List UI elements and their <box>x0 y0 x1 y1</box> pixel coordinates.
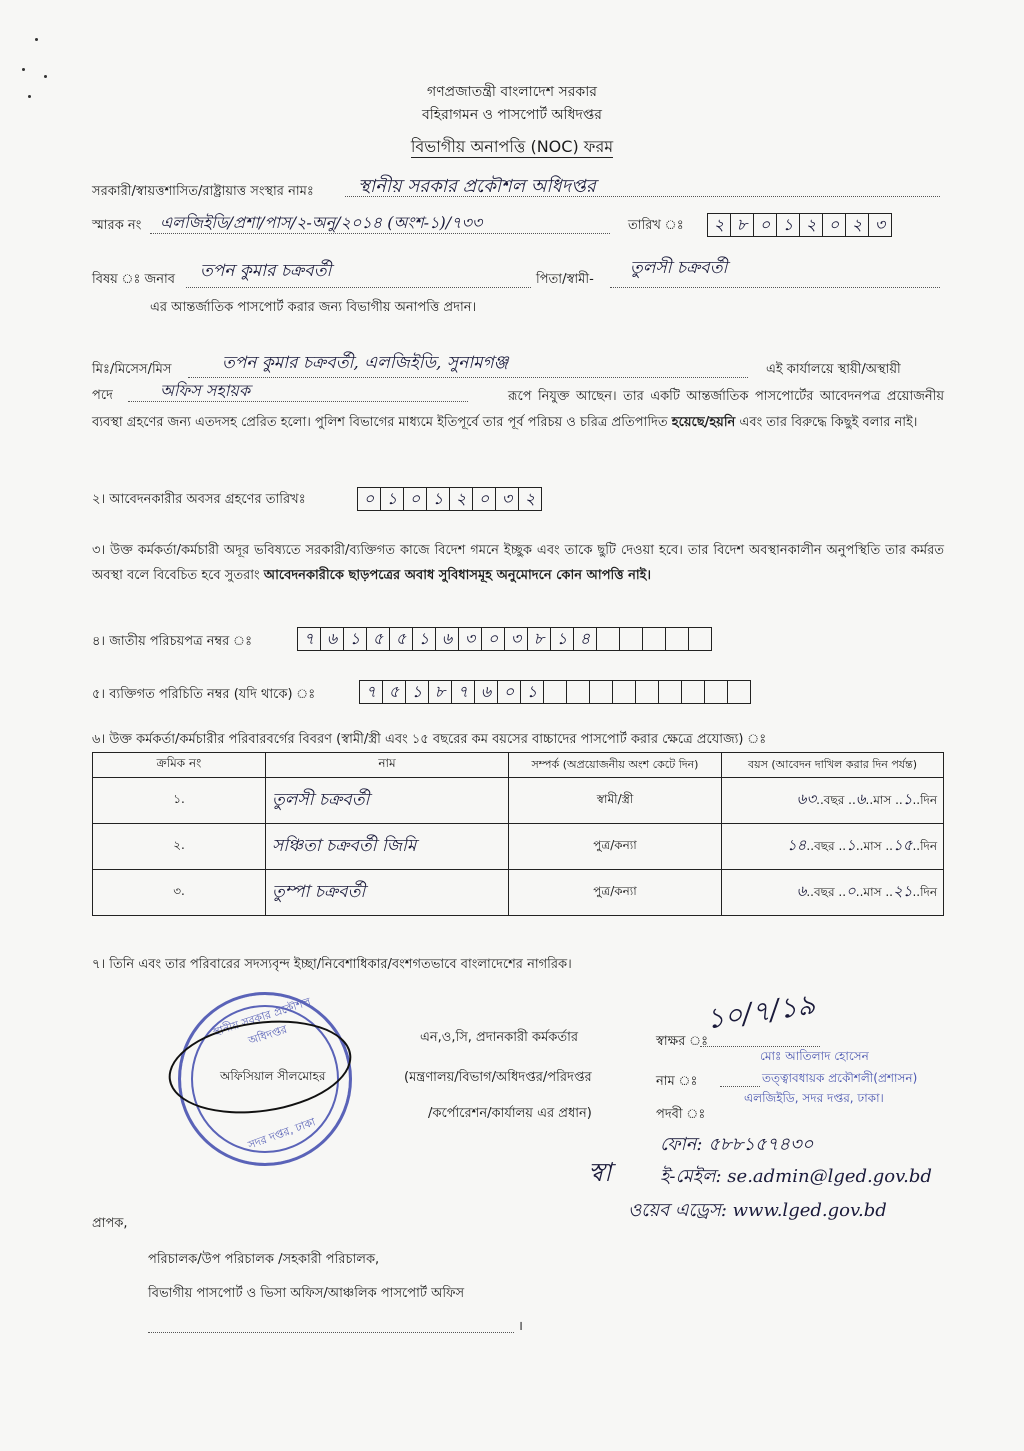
memo-value: এলজিইডি/প্রশা/পাস/২-অনু/২০১৪ (অংশ-১)/৭৩৩ <box>160 213 483 232</box>
date-digit: ২ <box>707 213 731 237</box>
digit-box: ৪ <box>573 627 597 651</box>
family-table-header <box>93 753 944 778</box>
digit-box <box>566 680 590 704</box>
item4-label: ৪। জাতীয় পরিচয়পত্র নম্বর ঃ <box>92 634 253 649</box>
month-label: মাস <box>863 839 882 853</box>
memo-label: স্মারক নং <box>92 218 142 233</box>
family-row <box>93 824 944 870</box>
row-relation: স্বামী/স্ত্রী <box>509 778 722 824</box>
date-digit: ০ <box>822 213 846 237</box>
digit-box <box>589 680 613 704</box>
day-label: দিন <box>920 793 937 807</box>
row-name: তুলসী চক্রবর্তী <box>266 778 509 824</box>
subject-name: তপন কুমার চক্রবর্তী <box>200 261 332 281</box>
issuer-line-3: /কর্পোরেশন/কার্যালয় এর প্রধান) <box>428 1106 592 1121</box>
issuer-line-2: (মন্ত্রণালয়/বিভাগ/অধিদপ্তর/পরিদপ্তর <box>404 1070 592 1085</box>
digit-box: ১ <box>520 680 544 704</box>
recipient-line-2: বিভাগীয় পাসপোর্ট ও ভিসা অফিস/আঞ্চলিক পাসপোর্ট অফিস <box>148 1286 465 1301</box>
digit-box: ৩ <box>458 627 482 651</box>
digit-box: ০ <box>357 487 381 511</box>
form-title: বিভাগীয় অনাপত্তি (NOC) ফরম <box>410 137 614 156</box>
col-name: নাম <box>266 753 509 778</box>
recipient-line-1: পরিচালক/উপ পরিচালক /সহকারী পরিচালক, <box>148 1252 380 1267</box>
digit-box: ৩ <box>495 487 519 511</box>
digit-box: ১ <box>426 487 450 511</box>
para1-suffix: এই কার্যালয়ে স্থায়ী/অস্থায়ী <box>766 362 901 377</box>
family-row <box>93 778 944 824</box>
nid-boxes <box>298 627 712 651</box>
digit-box <box>681 680 705 704</box>
header-line-1: গণপ্রজাতন্ত্রী বাংলাদেশ সরকার <box>427 84 597 100</box>
subject-line-2: এর আন্তর্জাতিক পাসপোর্ট করার জন্য বিভাগীয় অনাপত্তি প্রদান। <box>150 300 477 315</box>
contact-email: ই-মেইল: se.admin@lged.gov.bd <box>660 1166 932 1187</box>
month-label: মাস <box>863 885 882 899</box>
para1-bold: হয়েছে/হয়নি <box>671 415 736 430</box>
speck <box>22 68 25 71</box>
para1-person: তপন কুমার চক্রবর্তী, এলজিইডি, সুনামগঞ্জ <box>222 353 509 373</box>
speck <box>44 75 47 78</box>
digit-box: ৫ <box>382 680 406 704</box>
digit-box <box>688 627 712 651</box>
digit-box: ০ <box>472 487 496 511</box>
seal-ring-top: স্থানীয় সরকার প্রকৌশল অধিদপ্তর <box>211 995 313 1048</box>
memo-date-boxes <box>708 213 892 237</box>
date-digit: ০ <box>753 213 777 237</box>
digit-box <box>635 680 659 704</box>
digit-box: ০ <box>481 627 505 651</box>
age-years: ১৪ <box>786 836 807 854</box>
row-age: ৬..বছর ..০..মাস ..২১..দিন <box>722 870 944 916</box>
row-serial: ৩. <box>93 870 266 916</box>
year-label: বছর <box>823 793 845 807</box>
day-label: দিন <box>920 839 937 853</box>
para1-body <box>92 384 944 436</box>
age-months: ৬ <box>855 790 866 808</box>
age-days: ১ <box>902 790 913 808</box>
age-months: ০ <box>846 882 856 900</box>
row-age: ১৪..বছর ..১..মাস ..১৫..দিন <box>722 824 944 870</box>
para1-end: এবং তার বিরুদ্ধে কিছুই বলার নাই। <box>739 415 918 430</box>
name-label: নাম ঃ <box>656 1074 698 1089</box>
row-age: ৬৩..বছর ..৬..মাস ..১..দিন <box>722 778 944 824</box>
memo-date-label: তারিখ ঃ <box>628 218 684 233</box>
age-days: ২১ <box>892 882 913 900</box>
recipient-label: প্রাপক, <box>92 1216 128 1231</box>
para1-post-label: পদে <box>92 388 113 403</box>
digit-box: ১ <box>412 627 436 651</box>
date-digit: ৮ <box>730 213 754 237</box>
issuer-line-1: এন,ও,সি, প্রদানকারী কর্মকর্তার <box>420 1030 579 1045</box>
stamp-post: তত্ত্বাবধায়ক প্রকৌশলী(প্রশাসন) <box>762 1071 918 1085</box>
retire-date-boxes <box>358 487 542 511</box>
digit-box: ৬ <box>474 680 498 704</box>
digit-box <box>543 680 567 704</box>
row-relation: পুত্র/কন্যা <box>509 824 722 870</box>
item3-body <box>92 538 944 588</box>
digit-box: ৬ <box>320 627 344 651</box>
contact-phone: ফোন: ৫৮৮১৫৭৪৩০ <box>660 1134 814 1155</box>
seal-ring-bottom: সদর দপ্তর, ঢাকা <box>246 1115 318 1152</box>
date-digit: ৩ <box>868 213 892 237</box>
contact-web: ওয়েব এড্রেস: www.lged.gov.bd <box>628 1200 887 1221</box>
item7-text: ৭। তিনি এবং তার পরিবারের সদস্যবৃন্দ ইচ্ছা/নিবেশাধিকার/বংশগতভাবে বাংলাদেশের নাগরিক। <box>92 957 572 972</box>
digit-box: ৭ <box>451 680 475 704</box>
digit-box <box>642 627 666 651</box>
digit-box <box>612 680 636 704</box>
age-years: ৬৩ <box>796 790 817 808</box>
father-label: পিতা/স্বামী- <box>536 272 594 287</box>
age-years: ৬ <box>796 882 807 900</box>
digit-box: ৫ <box>366 627 390 651</box>
day-label: দিন <box>920 885 937 899</box>
digit-box: ৭ <box>297 627 321 651</box>
row-name: সঞ্চিতা চক্রবর্তী জিমি <box>266 824 509 870</box>
header-line-2: বহিরাগমন ও পাসপোর্ট অধিদপ্তর <box>421 107 603 123</box>
initials-signature: স্বা <box>588 1158 612 1188</box>
recipient-line-3-dots <box>148 1316 514 1333</box>
digit-box <box>727 680 751 704</box>
family-table <box>92 752 944 916</box>
sign-label: স্বাক্ষর ঃ <box>656 1034 709 1049</box>
digit-box <box>596 627 620 651</box>
item2-label: ২। আবেদনকারীর অবসর গ্রহণের তারিখঃ <box>92 492 306 507</box>
post-label: পদবী ঃ <box>656 1107 706 1122</box>
row-serial: ২. <box>93 824 266 870</box>
year-label: বছর <box>814 885 835 899</box>
digit-box: ৬ <box>435 627 459 651</box>
para1-prefix: মিঃ/মিসেস/মিস <box>92 362 172 377</box>
digit-box: ৫ <box>389 627 413 651</box>
item3-text: ৩। উক্ত কর্মকর্তা/কর্মচারী অদূর ভবিষ্যতে সরকারী/ব্যক্তিগত কাজে বিদেশ গমনে ইচ্ছুক এবং তাকে ছুটি দেওয়া হবে। তার বিদেশ অবস্থানকালীন অনুপস্থিতি তার কর্মরত অবস্থা বলে বিবেচিত হবে সুতরাং <box>92 543 944 583</box>
stamp-office: এলজিইডি, সদর দপ্তর, ঢাকা। <box>744 1091 884 1105</box>
digit-box: ৩ <box>504 627 528 651</box>
month-label: মাস <box>873 793 892 807</box>
row-relation: পুত্র/কন্যা <box>509 870 722 916</box>
row-serial: ১. <box>93 778 266 824</box>
age-days: ১৫ <box>892 836 913 854</box>
digit-box <box>619 627 643 651</box>
digit-box: ১ <box>380 487 404 511</box>
name-line <box>720 1070 760 1087</box>
col-relation: সম্পর্ক (অপ্রয়োজনীয় অংশ কেটে দিন) <box>509 753 722 778</box>
para1-post: অফিস সহায়ক <box>160 381 251 400</box>
stamp-name: মোঃ আতিলাদ হোসেন <box>760 1049 869 1063</box>
digit-box: ১ <box>343 627 367 651</box>
year-label: বছর <box>814 839 835 853</box>
item3-bold: আবেদনকারীকে ছাড়পত্রের অবাধ সুবিধাসমূহ অনুমোদনে কোন আপত্তি নাই। <box>263 568 652 583</box>
speck <box>35 38 38 41</box>
digit-box: ৮ <box>428 680 452 704</box>
digit-box: ১ <box>550 627 574 651</box>
family-row <box>93 870 944 916</box>
org-value: স্থানীয় সরকার প্রকৌশল অধিদপ্তর <box>358 176 596 197</box>
para1-rest: রূপে নিযুক্ত আছেন। তার একটি আন্তর্জাতিক পাসপোর্টের আবেদনপত্র প্রয়োজনীয় ব্যবস্থা গ্রহণের জন্য এতদসহ প্রেরিত হলো। পুলিশ বিভাগের মাধ্যমে ইতিপূর্বে তার পূর্ব পরিচয় ও চরিত্র প্রতিপাদিত <box>92 389 944 430</box>
digit-box <box>658 680 682 704</box>
item6-label: ৬। উক্ত কর্মকর্তা/কর্মচারীর পরিবারবর্গের বিবরণ (স্বামী/স্ত্রী এবং ১৫ বছরের কম বয়সের বাচ্চাদের পাসপোর্ট করার ক্ষেত্রে প্রযোজ্য) ঃ <box>92 732 767 747</box>
date-digit: ২ <box>845 213 869 237</box>
date-digit: ১ <box>776 213 800 237</box>
digit-box: ২ <box>449 487 473 511</box>
pin-boxes <box>360 680 751 704</box>
digit-box: ০ <box>403 487 427 511</box>
digit-box: ১ <box>405 680 429 704</box>
col-age: বয়স (আবেদন দাখিল করার দিন পর্যন্ত) <box>722 753 944 778</box>
org-label: সরকারী/স্বায়ত্তশাসিত/রাষ্ট্রায়াত্ত সংস্থার নামঃ <box>92 184 314 199</box>
recipient-line-3: । <box>518 1319 523 1334</box>
seal-label: অফিসিয়াল সীলমোহর <box>220 1069 326 1083</box>
col-serial: ক্রমিক নং <box>93 753 266 778</box>
digit-box <box>665 627 689 651</box>
age-months: ১ <box>846 836 856 854</box>
signature-date: ১০/৭/১৯ <box>703 987 818 1036</box>
date-digit: ২ <box>799 213 823 237</box>
row-name: তুম্পা চক্রবর্তী <box>266 870 509 916</box>
father-name: তুলসী চক্রবর্তী <box>630 258 728 278</box>
subject-label: বিষয় ঃ জনাব <box>92 272 176 287</box>
digit-box: ২ <box>518 487 542 511</box>
digit-box <box>704 680 728 704</box>
digit-box: ০ <box>497 680 521 704</box>
item5-label: ৫। ব্যক্তিগত পরিচিতি নম্বর (যদি থাকে) ঃ <box>92 687 316 702</box>
digit-box: ৮ <box>527 627 551 651</box>
digit-box: ৭ <box>359 680 383 704</box>
